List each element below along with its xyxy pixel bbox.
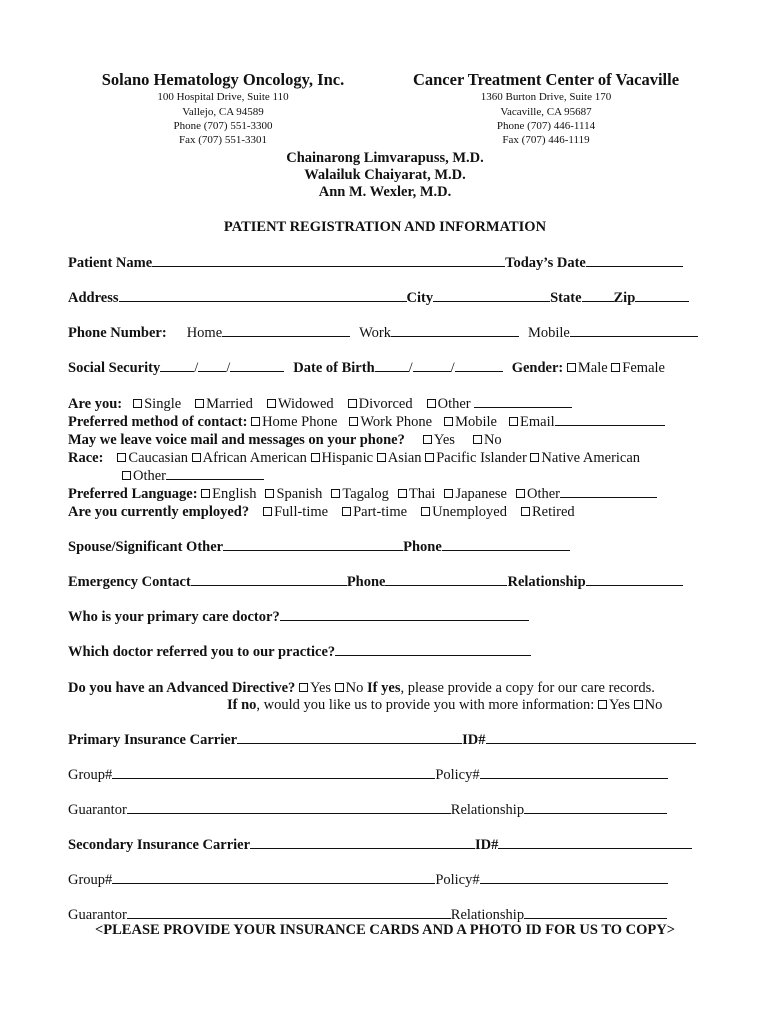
divorced-checkbox[interactable]	[348, 399, 357, 408]
native-american-label: Native American	[541, 450, 641, 466]
ssn-field-part1[interactable]	[160, 359, 194, 372]
primary-policy-label: Policy#	[435, 767, 480, 783]
directive-yes-checkbox[interactable]	[299, 683, 308, 692]
right-address-line2: Vacaville, CA 95687	[500, 106, 592, 118]
full-time-checkbox[interactable]	[263, 507, 272, 516]
english-checkbox[interactable]	[201, 489, 210, 498]
secondary-guarantor-field[interactable]	[127, 906, 451, 919]
primary-doctor-label: Who is your primary care doctor?	[68, 609, 280, 625]
mobile-option: Mobile	[455, 414, 497, 430]
african-american-label: African American	[202, 450, 307, 466]
phone-row	[68, 324, 698, 342]
emergency-contact-row	[68, 573, 683, 591]
doctor-name: Walailuk Chaiyarat, M.D.	[304, 167, 466, 183]
voice-mail-yes-checkbox[interactable]	[423, 435, 432, 444]
left-practice-name: Solano Hematology Oncology, Inc.	[101, 70, 345, 89]
voice-mail-no-label: No	[483, 432, 502, 448]
dob-month-field[interactable]	[375, 359, 409, 372]
spouse-label: Spouse/Significant Other	[68, 539, 224, 555]
primary-guarantor-row	[68, 801, 667, 819]
primary-group-row	[68, 766, 668, 784]
spanish-label: Spanish	[276, 486, 323, 502]
spouse-field[interactable]	[223, 538, 403, 551]
zip-label: Zip	[613, 290, 636, 306]
primary-insurance-row	[68, 731, 696, 749]
right-practice-name: Cancer Treatment Center of Vacaville	[412, 70, 680, 89]
hispanic-checkbox[interactable]	[311, 453, 320, 462]
secondary-group-row	[68, 871, 668, 889]
marital-status-row	[68, 395, 572, 413]
footer-note: <PLEASE PROVIDE YOUR INSURANCE CARDS AND A PHOTO ID FOR US TO COPY>	[95, 922, 675, 938]
preferred-contact-label: Preferred method of contact:	[68, 414, 248, 430]
info-yes-checkbox[interactable]	[598, 700, 607, 709]
language-other-checkbox[interactable]	[516, 489, 525, 498]
if-no-text: , would you like us to provide you with more information:	[256, 697, 595, 713]
language-other-label: Other	[527, 486, 561, 502]
secondary-id-label: ID#	[475, 837, 499, 853]
secondary-guarantor-label: Guarantor	[68, 907, 127, 923]
single-label: Single	[144, 396, 182, 412]
directive-no-label: No	[345, 680, 364, 696]
race-other-field[interactable]	[166, 467, 264, 480]
hispanic-label: Hispanic	[321, 450, 374, 466]
pacific-islander-label: Pacific Islander	[436, 450, 527, 466]
single-checkbox[interactable]	[133, 399, 142, 408]
primary-guarantor-field[interactable]	[127, 801, 451, 814]
dob-day-field[interactable]	[413, 359, 451, 372]
primary-policy-field[interactable]	[480, 766, 668, 779]
dob-year-field[interactable]	[455, 359, 503, 372]
info-no-checkbox[interactable]	[634, 700, 643, 709]
directive-yes-label: Yes	[309, 680, 332, 696]
employed-label: Are you currently employed?	[68, 504, 250, 520]
email-option: Email	[520, 414, 555, 430]
emergency-contact-label: Emergency Contact	[68, 574, 191, 590]
are-you-label: Are you:	[68, 396, 123, 412]
referring-doctor-row	[68, 643, 531, 661]
address-field[interactable]	[119, 289, 407, 302]
emergency-relationship-field[interactable]	[586, 573, 683, 586]
race-label: Race:	[68, 450, 104, 466]
spouse-phone-label: Phone	[403, 539, 442, 555]
emergency-phone-field[interactable]	[385, 573, 507, 586]
patient-name-row	[68, 254, 683, 272]
part-time-label: Part-time	[353, 504, 408, 520]
secondary-id-field[interactable]	[498, 836, 692, 849]
preferred-language-label: Preferred Language:	[68, 486, 198, 502]
primary-doctor-field[interactable]	[280, 608, 529, 621]
english-label: English	[212, 486, 257, 502]
race-row	[68, 449, 640, 467]
mobile-phone-field[interactable]	[570, 324, 698, 337]
primary-relationship-field[interactable]	[524, 801, 667, 814]
primary-guarantor-label: Guarantor	[68, 802, 127, 818]
thai-checkbox[interactable]	[398, 489, 407, 498]
todays-date-field[interactable]	[586, 254, 683, 267]
primary-id-field[interactable]	[486, 731, 696, 744]
left-address-line2: Vallejo, CA 94589	[182, 106, 264, 118]
right-fax: Fax (707) 446-1119	[502, 134, 590, 146]
info-no-label: No	[644, 697, 663, 713]
full-time-label: Full-time	[274, 504, 329, 520]
language-other-field[interactable]	[560, 485, 657, 498]
secondary-policy-field[interactable]	[480, 871, 668, 884]
home-phone-option: Home Phone	[262, 414, 338, 430]
caucasian-checkbox[interactable]	[117, 453, 126, 462]
secondary-insurance-row	[68, 836, 692, 854]
race-other-row	[122, 467, 264, 485]
work-phone-option: Work Phone	[360, 414, 433, 430]
widowed-checkbox[interactable]	[267, 399, 276, 408]
work-phone-field[interactable]	[391, 324, 519, 337]
male-checkbox[interactable]	[567, 363, 576, 372]
male-label: Male	[577, 360, 608, 376]
primary-id-label: ID#	[462, 732, 486, 748]
secondary-relationship-field[interactable]	[524, 906, 667, 919]
state-label: State	[550, 290, 582, 306]
unemployed-label: Unemployed	[432, 504, 507, 520]
emergency-contact-field[interactable]	[191, 573, 347, 586]
advanced-directive-row	[68, 679, 655, 697]
spanish-checkbox[interactable]	[265, 489, 274, 498]
work-phone-checkbox[interactable]	[349, 417, 358, 426]
home-phone-field[interactable]	[222, 324, 350, 337]
secondary-insurance-field[interactable]	[250, 836, 475, 849]
if-no-label: If no	[227, 697, 257, 713]
directive-no-checkbox[interactable]	[335, 683, 344, 692]
city-label: City	[406, 290, 434, 306]
primary-doctor-row	[68, 608, 529, 626]
japanese-checkbox[interactable]	[444, 489, 453, 498]
unemployed-checkbox[interactable]	[421, 507, 430, 516]
married-checkbox[interactable]	[195, 399, 204, 408]
primary-group-field[interactable]	[112, 766, 435, 779]
state-field[interactable]	[582, 289, 614, 302]
primary-group-label: Group#	[68, 767, 113, 783]
tagalog-label: Tagalog	[342, 486, 389, 502]
mobile-checkbox[interactable]	[444, 417, 453, 426]
if-yes-label: If yes	[367, 680, 401, 696]
if-yes-text: , please provide a copy for our care records.	[400, 680, 655, 696]
social-security-label: Social Security	[68, 360, 161, 376]
secondary-group-label: Group#	[68, 872, 113, 888]
gender-label: Gender:	[511, 360, 564, 376]
info-yes-label: Yes	[608, 697, 631, 713]
tagalog-checkbox[interactable]	[331, 489, 340, 498]
other-status-label: Other	[437, 396, 471, 412]
native-american-checkbox[interactable]	[530, 453, 539, 462]
other-status-field[interactable]	[474, 395, 572, 408]
voice-mail-yes-label: Yes	[433, 432, 455, 448]
primary-insurance-label: Primary Insurance Carrier	[68, 732, 238, 748]
retired-label: Retired	[531, 504, 575, 520]
home-phone-label: Home	[186, 325, 223, 341]
form-title: PATIENT REGISTRATION AND INFORMATION	[223, 219, 547, 235]
advanced-directive-label: Do you have an Advanced Directive?	[68, 680, 296, 696]
japanese-label: Japanese	[455, 486, 507, 502]
left-address-line1: 100 Hospital Drive, Suite 110	[157, 91, 289, 103]
date-of-birth-label: Date of Birth	[293, 360, 375, 376]
email-field[interactable]	[555, 413, 665, 426]
primary-insurance-field[interactable]	[237, 731, 462, 744]
todays-date-label: Today’s Date	[505, 255, 586, 271]
retired-checkbox[interactable]	[521, 507, 530, 516]
phone-number-label: Phone Number:	[68, 325, 167, 341]
city-field[interactable]	[433, 289, 550, 302]
other-status-checkbox[interactable]	[427, 399, 436, 408]
directive-info-row	[227, 696, 662, 714]
race-other-checkbox[interactable]	[122, 471, 131, 480]
part-time-checkbox[interactable]	[342, 507, 351, 516]
address-row	[68, 289, 689, 307]
secondary-relationship-label: Relationship	[450, 907, 525, 923]
voice-mail-row	[68, 431, 502, 449]
secondary-group-field[interactable]	[112, 871, 435, 884]
married-label: Married	[206, 396, 253, 412]
emergency-phone-label: Phone	[346, 574, 386, 590]
preferred-contact-row	[68, 413, 665, 431]
doctor-name: Ann M. Wexler, M.D.	[318, 184, 452, 200]
asian-checkbox[interactable]	[377, 453, 386, 462]
voice-mail-label: May we leave voice mail and messages on your phone?	[68, 432, 405, 448]
email-checkbox[interactable]	[509, 417, 518, 426]
work-phone-label: Work	[359, 325, 391, 341]
asian-label: Asian	[387, 450, 422, 466]
ssn-field-part2[interactable]	[198, 359, 226, 372]
patient-name-label: Patient Name	[68, 255, 153, 271]
ssn-dob-gender-row: Social Security / / Date of Birth / / Gender: Male Female	[68, 360, 665, 376]
left-phone: Phone (707) 551-3300	[173, 120, 273, 132]
spouse-phone-field[interactable]	[442, 538, 570, 551]
zip-field[interactable]	[635, 289, 689, 302]
pacific-islander-checkbox[interactable]	[425, 453, 434, 462]
right-phone: Phone (707) 446-1114	[496, 120, 596, 132]
patient-name-field[interactable]	[152, 254, 505, 267]
secondary-insurance-label: Secondary Insurance Carrier	[68, 837, 251, 853]
right-address-line1: 1360 Burton Drive, Suite 170	[480, 91, 612, 103]
widowed-label: Widowed	[277, 396, 334, 412]
employment-row	[68, 503, 575, 521]
thai-label: Thai	[408, 486, 436, 502]
secondary-policy-label: Policy#	[435, 872, 480, 888]
primary-relationship-label: Relationship	[450, 802, 525, 818]
spouse-row	[68, 538, 570, 556]
voice-mail-no-checkbox[interactable]	[473, 435, 482, 444]
doctor-name: Chainarong Limvarapuss, M.D.	[286, 150, 484, 166]
address-label: Address	[68, 290, 119, 306]
home-phone-checkbox[interactable]	[251, 417, 260, 426]
emergency-relationship-label: Relationship	[507, 574, 586, 590]
female-checkbox[interactable]	[611, 363, 620, 372]
ssn-field-part3[interactable]	[230, 359, 284, 372]
left-fax: Fax (707) 551-3301	[179, 134, 267, 146]
referring-doctor-field[interactable]	[335, 643, 531, 656]
race-other-label: Other	[133, 468, 167, 484]
caucasian-label: Caucasian	[128, 450, 189, 466]
language-row	[68, 485, 657, 503]
referring-doctor-label: Which doctor referred you to our practice?	[68, 644, 336, 660]
divorced-label: Divorced	[358, 396, 413, 412]
female-label: Female	[622, 360, 665, 376]
african-american-checkbox[interactable]	[192, 453, 201, 462]
mobile-phone-label: Mobile	[527, 325, 570, 341]
